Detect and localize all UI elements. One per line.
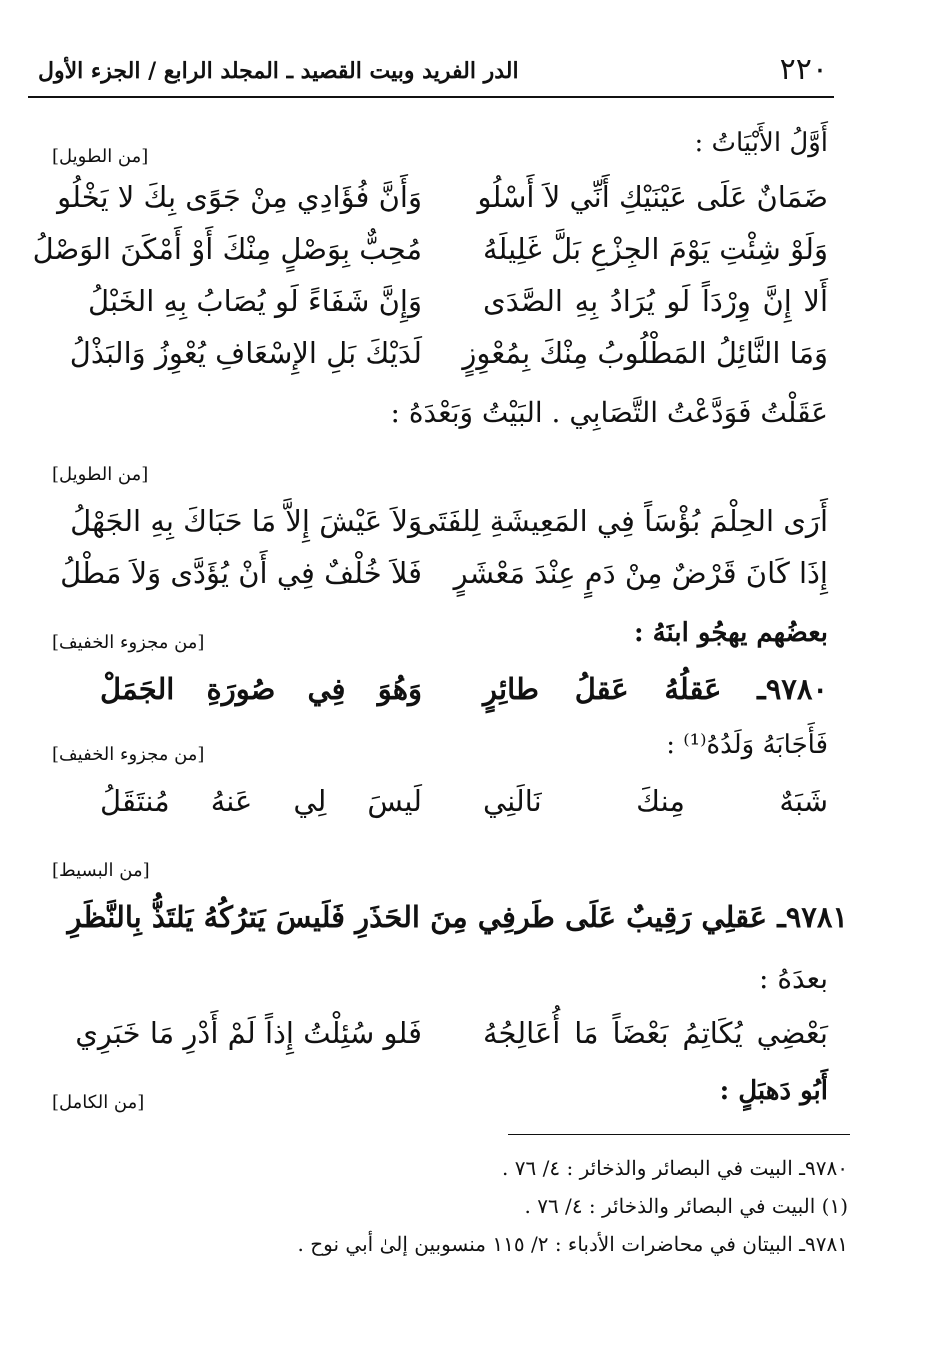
verse-first-hemistich: أَرَى الحِلْمَ بُؤْسَاً فِي المَعِيشَةِ لِلفَتَى: [414, 504, 828, 538]
verse-first-hemistich: وَلَوْ شِئْتِ يَوْمَ الجِزْعِ بَلَّ غَلِيلَهُ: [483, 232, 828, 266]
section-intro: بعضُهم يهجُو ابنَهُ :: [633, 618, 828, 648]
verse-line: [32, 232, 828, 282]
verse-first-hemistich: ضَمَانٌ عَلَى عَيْنَيْكِ أَنِّي لاَ أَسْلُو: [477, 180, 828, 214]
verse-line: [60, 556, 828, 606]
verse-second-hemistich: لَدَيْكَ بَلِ الإِسْعَافِ يُعْوِزُ وَالبَذْلُ: [69, 336, 422, 370]
verse-line: [87, 284, 828, 334]
verse-second-hemistich: وَإِنَّ شَفَاءً لَو يُصَابُ بِهِ الخَبْلُ: [87, 284, 422, 318]
footnote: ٩٧٨١ـ البيتان في محاضرات الأدباء : ٢/ ١١٥ منسوبين إلىٰ أبي نوح .: [297, 1232, 848, 1256]
verse-first-hemistich: شَبَهٌ مِنكَ نَالَنِي: [483, 784, 828, 818]
meter-label: [من الطويل]: [52, 464, 149, 485]
verse-line: [70, 504, 828, 554]
continuation-text: عَقَلْتُ فَوَدَّعْتُ التَّصَابِي . البَيْتُ وَبَعْدَهُ :: [390, 396, 828, 429]
verse-second-hemistich: وَأَنَّ فُؤَادِي مِنْ جَوًى بِكَ لا يَخْلُو: [57, 180, 422, 214]
footnote: ٩٧٨٠ـ البيت في البصائر والذخائر : ٤/ ٧٦ .: [502, 1156, 848, 1180]
running-title: الدر الفريد وبيت القصيد ـ المجلد الرابع / الجزء الأول: [38, 58, 519, 84]
section-intro: فَأَجَابَهُ وَلَدُهُ⁽¹⁾ :: [666, 730, 828, 760]
verse-second-hemistich: مُحِبٌّ بِوَصْلٍ مِنْكَ أَوْ أَمْكَنَ الوَصْلُ: [32, 232, 422, 266]
meter-label: [من مجزوء الخفيف]: [52, 632, 205, 653]
verse-line: [100, 784, 828, 834]
verse-first-hemistich: إِذَا كَانَ قَرْضٌ مِنْ دَمٍ عِنْدَ مَعْشَرٍ: [453, 556, 828, 590]
verse-first-hemistich: بَعْضِي يُكَاتِمُ بَعْضَاً مَا أُعَالِجُهُ: [483, 1016, 828, 1050]
verse-second-hemistich: وَلاَ عَيْشَ إِلاَّ مَا حَبَاكَ بِهِ الجَهْلُ: [70, 504, 422, 538]
meter-label: [من الطويل]: [52, 146, 149, 167]
header-divider: [28, 96, 834, 98]
verse-line: [69, 336, 828, 386]
footnote: (١) البيت في البصائر والذخائر : ٤/ ٧٦ .: [524, 1194, 848, 1218]
verse-line: [75, 1016, 828, 1066]
verse-line: [57, 180, 828, 230]
section-intro: أَبُو دَهبَلٍ :: [719, 1076, 828, 1106]
meter-label: [من الكامل]: [52, 1092, 145, 1113]
verse-line: [100, 672, 828, 722]
verse-first-hemistich: وَمَا النَّائِلُ المَطْلُوبُ مِنْكَ بِمُعْوِزٍ: [462, 336, 828, 370]
meter-label: [من البسيط]: [52, 860, 150, 881]
page-number: ٢٢٠: [779, 52, 828, 87]
footnote-divider: [508, 1134, 850, 1135]
after-label: بعدَهُ :: [758, 962, 828, 995]
verse-second-hemistich: فَلاَ خُلْفٌ فِي أَنْ يُؤَدَّى وَلاَ مَطْلُ: [60, 556, 422, 590]
verse-second-hemistich: لَيسَ لِي عَنهُ مُنتَقَلُ: [100, 784, 422, 818]
verse-first-hemistich: أَلا إِنَّ وِرْدَاً لَو يُرَادُ بِهِ الصَّدَى: [483, 284, 828, 318]
verse-first-hemistich: ٩٧٨٠ـ عَقلُهُ عَقلُ طائِرٍ: [483, 672, 828, 706]
verse-second-hemistich: فَلو سُئِلْتُ إِذاً لَمْ أَدْرِ مَا خَبَرِي: [75, 1016, 422, 1050]
verse-second-hemistich: وَهُوَ فِي صُورَةِ الجَمَلْ: [100, 672, 422, 706]
full-line-verse: ٩٧٨١ـ عَقلِي رَقِيبٌ عَلَى طَرفِي مِنَ الحَذَرِ فَلَيسَ يَترُكُهُ يَلتَذُّ بِالنَّظَرِ: [67, 900, 848, 934]
section-intro: أَوَّلُ الأَبْيَاتُ :: [694, 128, 828, 158]
meter-label: [من مجزوء الخفيف]: [52, 744, 205, 765]
